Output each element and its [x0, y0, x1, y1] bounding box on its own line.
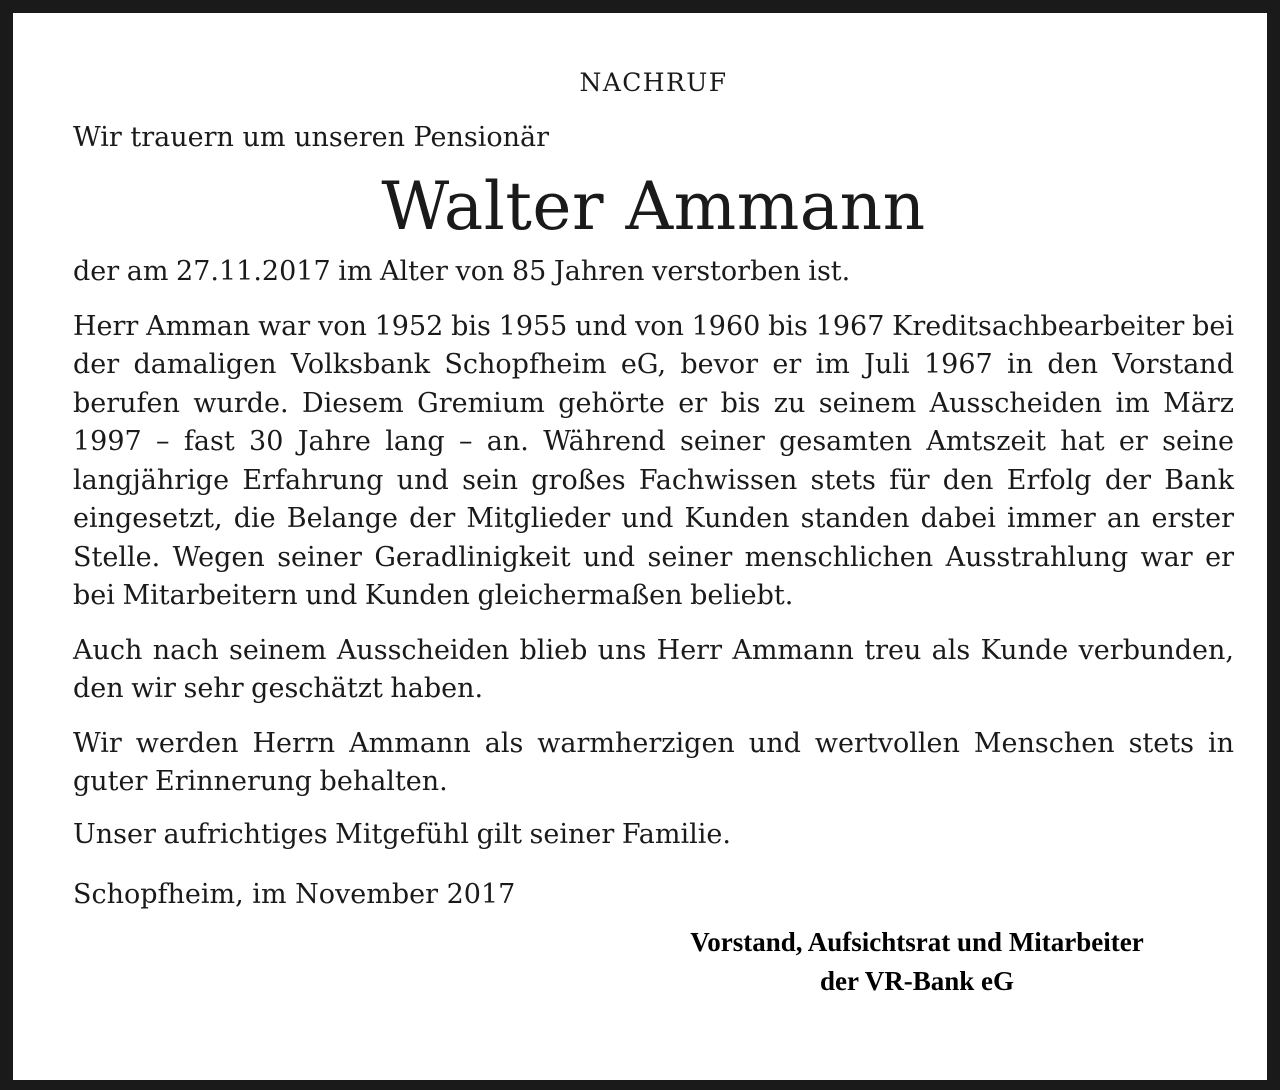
paragraph-condolence: Unser aufrichtiges Mitgefühl gilt seiner Familie. [73, 818, 731, 850]
paragraph-career: Herr Amman war von 1952 bis 1955 und von 1960 bis 1967 Kreditsachbearbeiter bei der damaligen Volksbank Schopfheim eG, bevor er im Juli 1967 in den Vorstand berufen wurde. Diesem Gremium gehörte er bis zu seinem Ausscheiden im März 1997 – fast 30 Jahre lang – an. Während seiner gesamten Amtszeit hat er seine langjährige Erfahrung und sein großes Fachwissen stets für den Erfolg der Bank eingesetzt, die Belange der Mitglieder und Kunden standen dabei immer an erster Stelle. Wegen seiner Geradlinigkeit und seiner menschlichen Ausstrahlung war er bei Mitarbeitern und Kunden gleichermaßen beliebt. [73, 310, 1234, 611]
deceased-name: Walter Ammann [381, 168, 926, 245]
notice-content [73, 65, 1234, 914]
place-date: Schopfheim, im November 2017 [73, 879, 516, 910]
signature-line-2: der VR-Bank eG [819, 966, 1015, 996]
notice-heading: NACHRUF [579, 68, 728, 97]
signature-line-1: Vorstand, Aufsichtsrat und Mitarbeiter [690, 927, 1144, 957]
death-date-line: der am 27.11.2017 im Alter von 85 Jahren verstorben ist. [73, 256, 851, 287]
paragraph-memory: Wir werden Herrn Ammann als warmherzigen und wertvollen Menschen stets in guter Erinnerung behalten. [73, 727, 1234, 797]
intro-line: Wir trauern um unseren Pensionär [73, 122, 550, 153]
paragraph-customer: Auch nach seinem Ausscheiden blieb uns Herr Ammann treu als Kunde verbunden, den wir sehr geschätzt haben. [73, 634, 1234, 704]
signature-block [567, 923, 1267, 1001]
